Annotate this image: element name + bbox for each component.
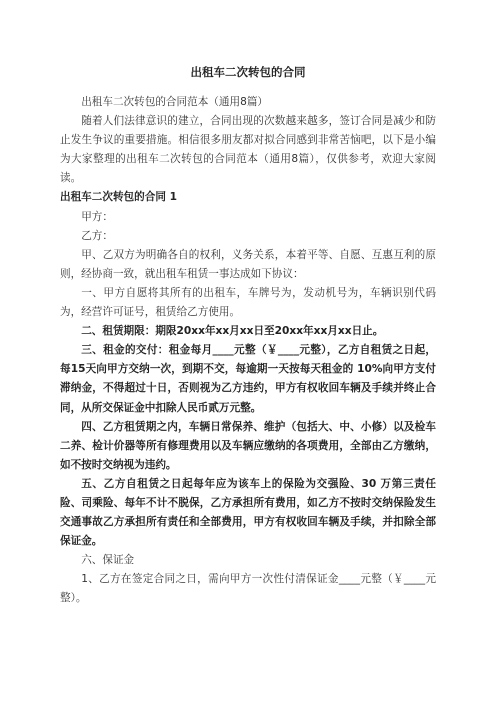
section-heading: 出租车二次转包的合同 1 bbox=[60, 191, 177, 204]
party-a-line: 甲方： bbox=[81, 210, 113, 223]
agreement-preamble: 甲、乙双方为明确各自的权利，义务关系，本着平等、自愿、互惠互利的原则，经协商一致，就出租车租赁一事达成如下协议： bbox=[60, 248, 436, 280]
clause-1: 一、甲方自愿将其所有的出租车，车牌号为，发动机号为，车辆识别代码为，经营许可证号，租赁给乙方使用。 bbox=[60, 286, 436, 319]
document-body bbox=[60, 93, 436, 609]
document-title: 出租车二次转包的合同 bbox=[190, 65, 306, 79]
intro-paragraph: 随着人们法律意识的建立，合同出现的次数越来越多，签订合同是减少和防止发生争议的重要措施。相信很多朋友都对拟合同感到非常苦恼吧，以下是小编为大家整理的出租车二次转包的合同范本（通用8篇），仅供参考，欢迎大家阅读。 bbox=[60, 115, 436, 185]
clause-2: 二、租赁期限：期限20xx年xx月xx日至20xx年xx月xx日止。 bbox=[81, 325, 384, 338]
clause-4: 四、乙方租赁期之内，车辆日常保养、维护（包括大、中、小修）以及检车二养、检计价器等所有修理费用以及车辆应缴纳的各项费用，全部由乙方缴纳，如不按时交纳视为违约。 bbox=[60, 420, 436, 471]
document-subtitle: 出租车二次转包的合同范本（通用8篇） bbox=[81, 96, 269, 108]
clause-6-item-1: 1、乙方在签定合同之日，需向甲方一次性付清保证金____元整（￥____元整）。 bbox=[60, 573, 436, 605]
clause-3: 三、租金的交付：租金每月____元整（￥____元整），乙方自租赁之日起，每15天向甲方交纳一次，到期不交，每逾期一天按每天租金的 10%向甲方支付滞纳金，不得超过十日，否则视为乙方违约，甲方有权收回车辆及手续并终止合同，从所交保证金中扣除人民币贰万元整。 bbox=[60, 344, 436, 414]
clause-5: 五、乙方自租赁之日起每年应为该车上的保险为交强险、30 万第三责任险、司乘险、每年不计不脱保，乙方承担所有费用，如乙方不按时交纳保险发生交通事故乙方承担所有责任和全部费用，甲方有权收回车辆及手续，并扣除全部保证金。 bbox=[60, 477, 436, 548]
party-b-line: 乙方： bbox=[81, 229, 113, 242]
clause-6-heading: 六、保证金 bbox=[81, 554, 135, 567]
